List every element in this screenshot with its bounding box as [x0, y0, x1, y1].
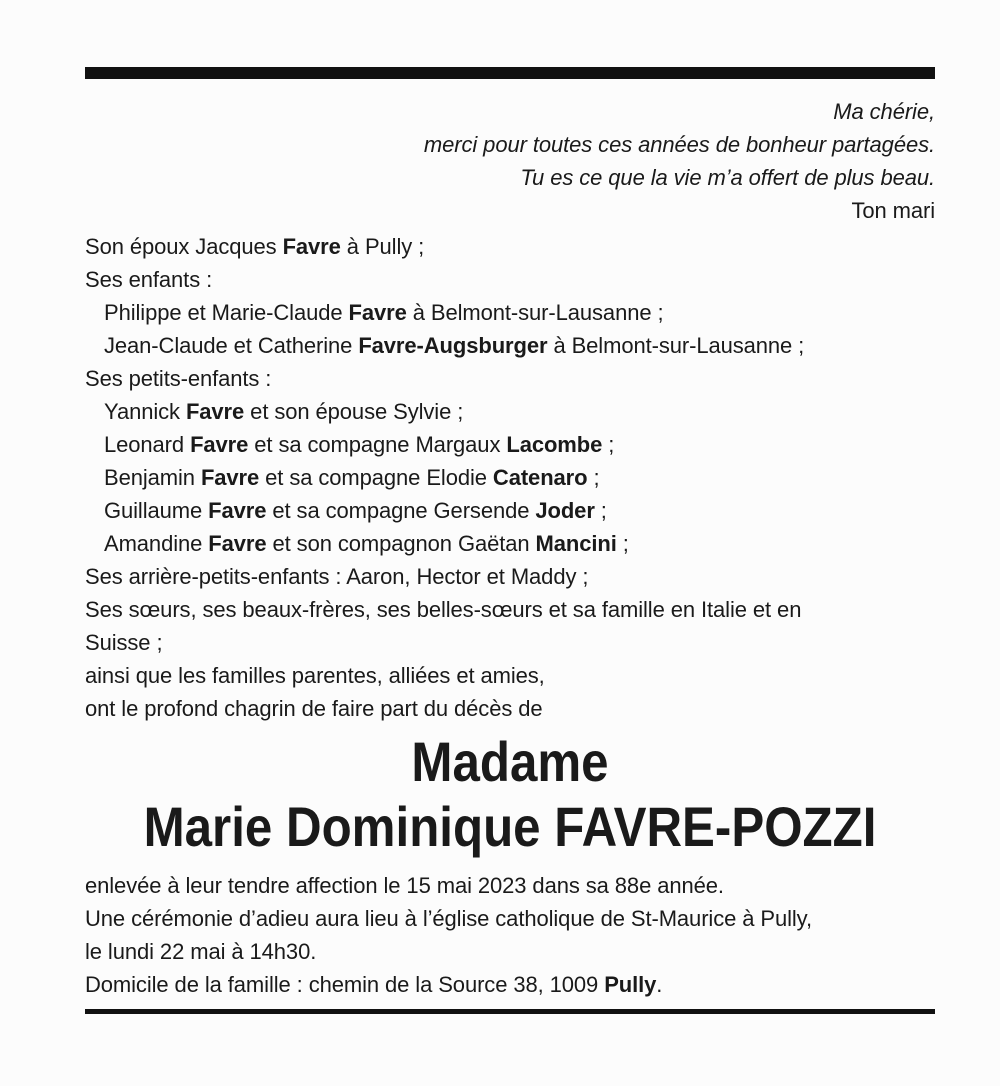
deceased-title: Madame	[411, 730, 609, 793]
notice-content	[85, 67, 935, 1014]
text-line: Ma chérie,	[833, 99, 935, 124]
text-line: Yannick Favre et son épouse Sylvie ;	[104, 399, 464, 424]
text-line: ainsi que les familles parentes, alliées et amies,	[85, 663, 545, 688]
text-line: Ses enfants :	[85, 267, 213, 292]
text-line: Philippe et Marie-Claude Favre à Belmont-sur-Lausanne ;	[104, 300, 664, 325]
top-rule	[85, 67, 935, 79]
text-line: Jean-Claude et Catherine Favre-Augsburger à Belmont-sur-Lausanne ;	[104, 333, 805, 358]
text-line: Suisse ;	[85, 630, 163, 655]
ceremony-details	[85, 869, 935, 1001]
text-line: ont le profond chagrin de faire part du décès de	[85, 696, 543, 721]
text-line: le lundi 22 mai à 14h30.	[85, 939, 317, 964]
dedication-quote	[85, 95, 935, 227]
text-line: merci pour toutes ces années de bonheur partagées.	[423, 132, 935, 157]
deceased-headline	[85, 729, 935, 859]
text-line: Ses arrière-petits-enfants : Aaron, Hector et Maddy ;	[85, 564, 589, 589]
text-line: Domicile de la famille : chemin de la Source 38, 1009 Pully.	[85, 972, 663, 997]
text-line: Benjamin Favre et sa compagne Elodie Catenaro ;	[104, 465, 600, 490]
text-line: Ses sœurs, ses beaux-frères, ses belles-sœurs et sa famille en Italie et en	[85, 597, 802, 622]
text-line: Guillaume Favre et sa compagne Gersende Joder ;	[104, 498, 607, 523]
text-line: Amandine Favre et son compagnon Gaëtan Mancini ;	[104, 531, 629, 556]
text-line: Tu es ce que la vie m’a offert de plus beau.	[520, 165, 935, 190]
text-line: Une cérémonie d’adieu aura lieu à l’église catholique de St-Maurice à Pully,	[85, 906, 812, 931]
text-line: enlevée à leur tendre affection le 15 mai 2023 dans sa 88e année.	[85, 873, 724, 898]
text-line: Son époux Jacques Favre à Pully ;	[85, 234, 425, 259]
text-line: Ses petits-enfants :	[85, 366, 272, 391]
family-list	[85, 230, 935, 725]
text-line: Leonard Favre et sa compagne Margaux Lacombe ;	[104, 432, 615, 457]
bottom-rule	[85, 1009, 935, 1014]
text-line: Ton mari	[851, 198, 935, 223]
deceased-name: Marie Dominique FAVRE-POZZI	[143, 795, 877, 858]
